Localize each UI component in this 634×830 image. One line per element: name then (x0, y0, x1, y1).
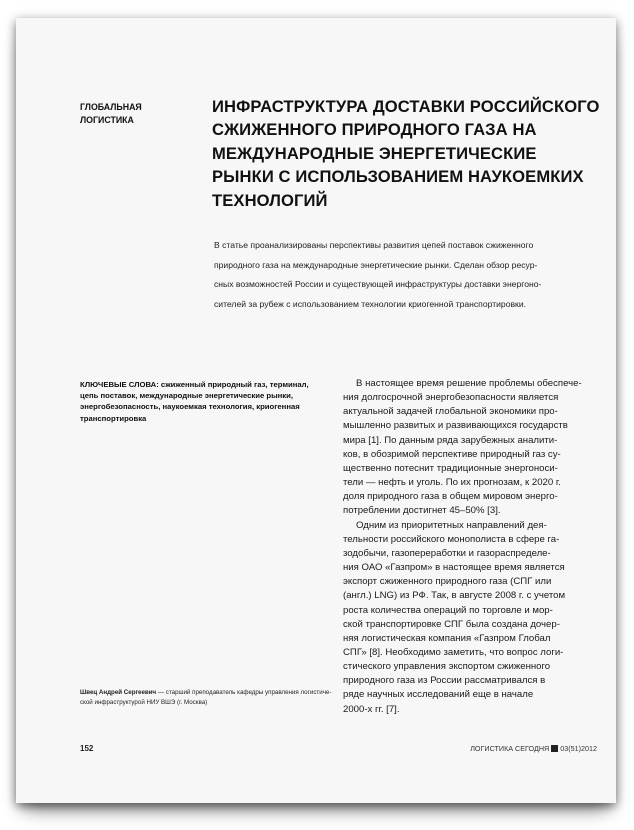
section-heading: ГЛОБАЛЬНАЯ ЛОГИСТИКА (80, 102, 142, 125)
body-line: ния долгосрочной энергобезопасности является (343, 392, 559, 404)
body-line: ской транспортировке СПГ была создана дочер- (343, 618, 560, 630)
body-line: щественно потеснит традиционные энергоноси- (343, 462, 558, 474)
abstract-line: природного газа на международные энергетические рынки. Сделан обзор ресур- (214, 259, 538, 270)
keywords-line: КЛЮЧЕВЫЕ СЛОВА: сжиженный природный газ, терминал, (80, 380, 309, 389)
body-line: мира [1]. По данным ряда зарубежных аналити- (343, 434, 558, 446)
title-line: ТЕХНОЛОГИЙ (212, 190, 328, 210)
body-line: В настоящее время решение проблемы обеспече- (356, 378, 582, 389)
author-line (80, 688, 330, 698)
page-number: 152 (80, 744, 94, 753)
title-line: ИНФРАСТРУКТУРА ДОСТАВКИ РОССИЙСКОГО (212, 97, 600, 116)
body-line: доля природного газа в общем мировом энерго- (343, 491, 558, 503)
keywords-line: энергобезопасность, наукоемкая технология, криогенная (80, 402, 300, 412)
abstract-line: сных возможностей России и существующей инфраструктуры доставки энергоно- (214, 279, 542, 289)
body-line: Одним из приоритетных направлений дея- (356, 519, 547, 531)
body-line: 2000-х гг. [7]. (343, 703, 400, 715)
author-name: Швец Андрей Сергеевич (80, 689, 157, 696)
journal-name: ЛОГИСТИКА СЕГОДНЯ (470, 744, 550, 753)
square-separator-icon (551, 745, 558, 752)
body-line: (англ.) LNG) из РФ. Так, в августе 2008 г. с учетом (343, 590, 566, 602)
author-affiliation: ской инфраструктурой НИУ ВШЭ (г. Москва) (80, 698, 208, 706)
body-line: потреблении достигнет 45–50% [3]. (343, 505, 501, 517)
body-line: тельности российского монополиста в сфере га- (343, 533, 560, 545)
title-line: РЫНКИ С ИСПОЛЬЗОВАНИЕМ НАУКОЕМКИХ (212, 167, 584, 187)
body-line: стического управления экспортом сжиженного (343, 661, 551, 673)
body-line: СПГ» [8]. Необходимо заметить, что вопрос логи- (343, 646, 564, 658)
body-line: роста количества операций по торговле и мор- (343, 604, 553, 616)
article-abstract (214, 236, 589, 314)
title-line: СЖИЖЕННОГО ПРИРОДНОГО ГАЗА НА (212, 120, 537, 140)
keywords-line: цепь поставок, международные энергетические рынки, (80, 391, 294, 401)
body-line: экспорт сжиженного природного газа (СПГ или (343, 576, 552, 588)
article-body (343, 377, 603, 717)
body-line: зодобычи, газопереработки и газораспределе- (343, 547, 551, 559)
keywords-line: транспортировка (80, 413, 147, 423)
body-line: ряде научных исследований еще в начале (343, 689, 534, 701)
abstract-line: сителей за рубеж с использованием технологии криогенной транспортировки. (214, 298, 527, 309)
body-line: няя логистическая компания «Газпром Глобал (343, 632, 551, 644)
issue-number: 03(51)2012 (560, 744, 597, 753)
body-line: актуальной задачей глобальной экономики про- (343, 406, 558, 418)
body-line: ков, в обозримой перспективе природный газ су- (343, 448, 561, 460)
article-title (212, 95, 607, 212)
body-line: ния ОАО «Газпром» в настоящее время является (343, 562, 565, 574)
body-line: мышленно развитых и развивающихся государств (343, 420, 568, 432)
running-footer (415, 744, 597, 753)
author-note (80, 688, 330, 707)
author-position: — старший преподаватель кафедры управления логистиче- (156, 689, 332, 696)
body-line: природного газа из России рассматривался в (343, 675, 546, 687)
title-line: МЕЖДУНАРОДНЫЕ ЭНЕРГЕТИЧЕСКИЕ (212, 143, 537, 163)
body-line: тели — нефть и уголь. По их прогнозам, к 2020 г. (343, 477, 561, 489)
abstract-line: В статье проанализированы перспективы развития цепей поставок сжиженного (214, 240, 534, 250)
keywords-block (80, 379, 316, 424)
